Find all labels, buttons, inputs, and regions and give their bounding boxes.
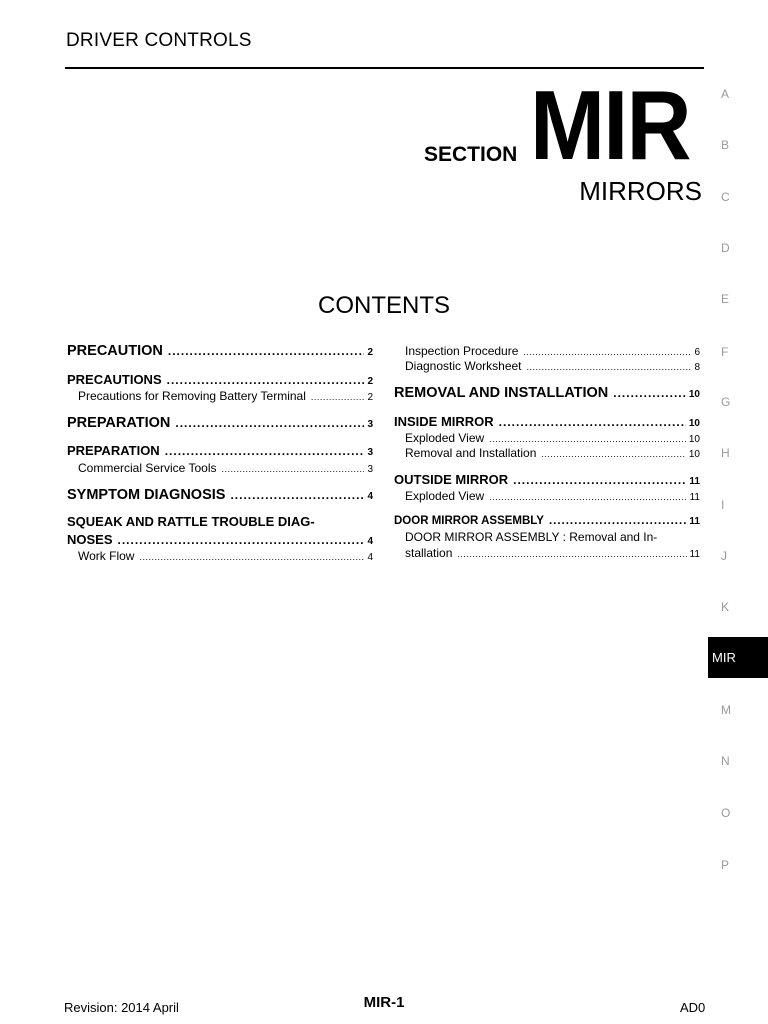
toc-entry-page: 3	[367, 464, 373, 475]
toc-entry-page: 4	[367, 552, 373, 563]
toc-entry-title: Exploded View	[405, 431, 485, 445]
toc-leader	[527, 362, 692, 372]
side-index-letter[interactable]: A	[721, 87, 730, 101]
toc-leader	[499, 415, 686, 429]
toc-entry-title: OUTSIDE MIRROR	[394, 472, 509, 487]
toc-entry[interactable]	[67, 443, 373, 458]
toc-entry[interactable]	[394, 472, 700, 487]
side-index-letter[interactable]: D	[721, 241, 730, 255]
side-index-letter[interactable]: M	[721, 703, 731, 717]
toc-entry-page: 4	[367, 536, 373, 547]
section-name: MIRRORS	[579, 176, 702, 206]
toc-entry[interactable]	[394, 385, 700, 401]
side-index-letter[interactable]: F	[721, 345, 729, 359]
toc-leader	[168, 344, 365, 358]
toc-entry-page: 2	[367, 392, 373, 403]
toc-entry-title: PRECAUTIONS	[67, 372, 162, 387]
side-index-letter[interactable]: J	[721, 549, 727, 563]
toc-entry-title: PRECAUTION	[67, 343, 163, 359]
toc-entry-title: NOSES	[67, 532, 113, 547]
toc-leader	[489, 492, 686, 502]
side-index-letter[interactable]: E	[721, 292, 730, 306]
toc-entry-title: DOOR MIRROR ASSEMBLY	[394, 515, 544, 527]
toc-entry-page: 3	[367, 419, 373, 430]
toc-entry[interactable]	[67, 487, 373, 503]
footer-revision: Revision: 2014 April	[64, 1000, 179, 1015]
toc-leader	[457, 549, 686, 559]
toc-leader	[489, 434, 686, 444]
toc-leader	[165, 444, 365, 458]
toc-entry-page: 4	[367, 491, 373, 502]
toc-entry[interactable]	[394, 489, 700, 503]
toc-entry-line1: DOOR MIRROR ASSEMBLY : Removal and In-	[405, 530, 658, 544]
toc-entry[interactable]	[394, 446, 700, 460]
toc-entry-page: 11	[689, 549, 700, 560]
toc-leader	[118, 533, 365, 547]
toc-leader	[222, 464, 365, 474]
toc-entry-title: PREPARATION	[67, 443, 160, 458]
toc-entry[interactable]	[67, 389, 373, 403]
toc-entry-title: Exploded View	[405, 489, 485, 503]
side-index-active-tab[interactable]	[708, 637, 768, 678]
toc-entry[interactable]	[67, 372, 373, 387]
side-index-letter[interactable]: B	[721, 138, 730, 152]
side-index-letter[interactable]: P	[721, 858, 730, 872]
toc-leader	[311, 392, 365, 402]
toc-entry-title: Inspection Procedure	[405, 344, 519, 358]
toc-entry-title: PREPARATION	[67, 415, 171, 431]
toc-entry[interactable]	[67, 415, 373, 431]
toc-entry[interactable]	[394, 359, 700, 373]
toc-entry-title: stallation	[405, 546, 453, 560]
toc-leader	[167, 373, 365, 387]
side-index-letter[interactable]: G	[721, 395, 731, 409]
toc-entry-title: SYMPTOM DIAGNOSIS	[67, 487, 226, 503]
footer-code: AD0	[680, 1000, 706, 1015]
section-label: SECTION	[424, 143, 518, 166]
toc-entry-title: REMOVAL AND INSTALLATION	[394, 385, 609, 401]
toc-entry-page: 2	[367, 347, 373, 358]
toc-leader	[523, 347, 691, 357]
side-index-letter[interactable]: C	[721, 190, 730, 204]
toc-leader	[541, 449, 685, 459]
side-index-letter[interactable]: N	[721, 754, 730, 768]
toc-leader	[513, 473, 686, 487]
toc-entry-title: Precautions for Removing Battery Terminal	[78, 389, 306, 403]
toc-entry[interactable]	[67, 532, 373, 547]
side-index-letter[interactable]: K	[721, 600, 730, 614]
toc-entry-page: 11	[689, 476, 700, 487]
contents-title: CONTENTS	[318, 292, 450, 319]
section-code: MIR	[530, 70, 690, 180]
toc-entry-page: 10	[688, 389, 700, 400]
toc-leader	[230, 488, 364, 502]
toc-entry-page: 11	[689, 516, 700, 527]
toc-entry-page: 3	[367, 447, 373, 458]
toc-entry-page: 10	[688, 418, 700, 429]
toc-entry-line1: SQUEAK AND RATTLE TROUBLE DIAG-	[67, 514, 315, 529]
toc-entry[interactable]	[394, 515, 700, 527]
toc-entry-title: INSIDE MIRROR	[394, 414, 494, 429]
toc-leader	[549, 515, 686, 527]
toc-entry-title: Diagnostic Worksheet	[405, 359, 522, 373]
toc-leader	[613, 386, 686, 400]
toc-entry[interactable]	[67, 461, 373, 475]
toc-entry-title: Removal and Installation	[405, 446, 537, 460]
side-index-letter[interactable]: H	[721, 446, 730, 460]
toc-entry-page: 6	[694, 347, 700, 358]
toc-entry[interactable]	[67, 343, 373, 359]
toc-entry-page: 10	[688, 449, 700, 460]
toc-entry-title: Commercial Service Tools	[78, 461, 217, 475]
toc-entry[interactable]	[67, 549, 373, 563]
header-rule	[65, 67, 704, 69]
side-index	[708, 0, 768, 1024]
footer-page-number: MIR-1	[363, 994, 405, 1011]
toc-entry[interactable]	[394, 414, 700, 429]
header-title: DRIVER CONTROLS	[66, 30, 252, 51]
toc-entry[interactable]	[394, 431, 700, 445]
toc-entry-page: 2	[367, 376, 373, 387]
side-index-active-label: MIR	[712, 650, 736, 665]
side-index-letter[interactable]: I	[721, 498, 725, 512]
toc-entry[interactable]	[394, 344, 700, 358]
toc-entry-title: Work Flow	[78, 549, 135, 563]
toc-entry-page: 8	[694, 362, 700, 373]
toc-entry-page: 11	[689, 492, 700, 503]
toc-leader	[139, 552, 364, 562]
side-index-letter[interactable]: O	[721, 806, 731, 820]
toc-entry[interactable]	[394, 546, 700, 560]
toc-leader	[175, 416, 364, 430]
toc-entry-page: 10	[688, 434, 700, 445]
